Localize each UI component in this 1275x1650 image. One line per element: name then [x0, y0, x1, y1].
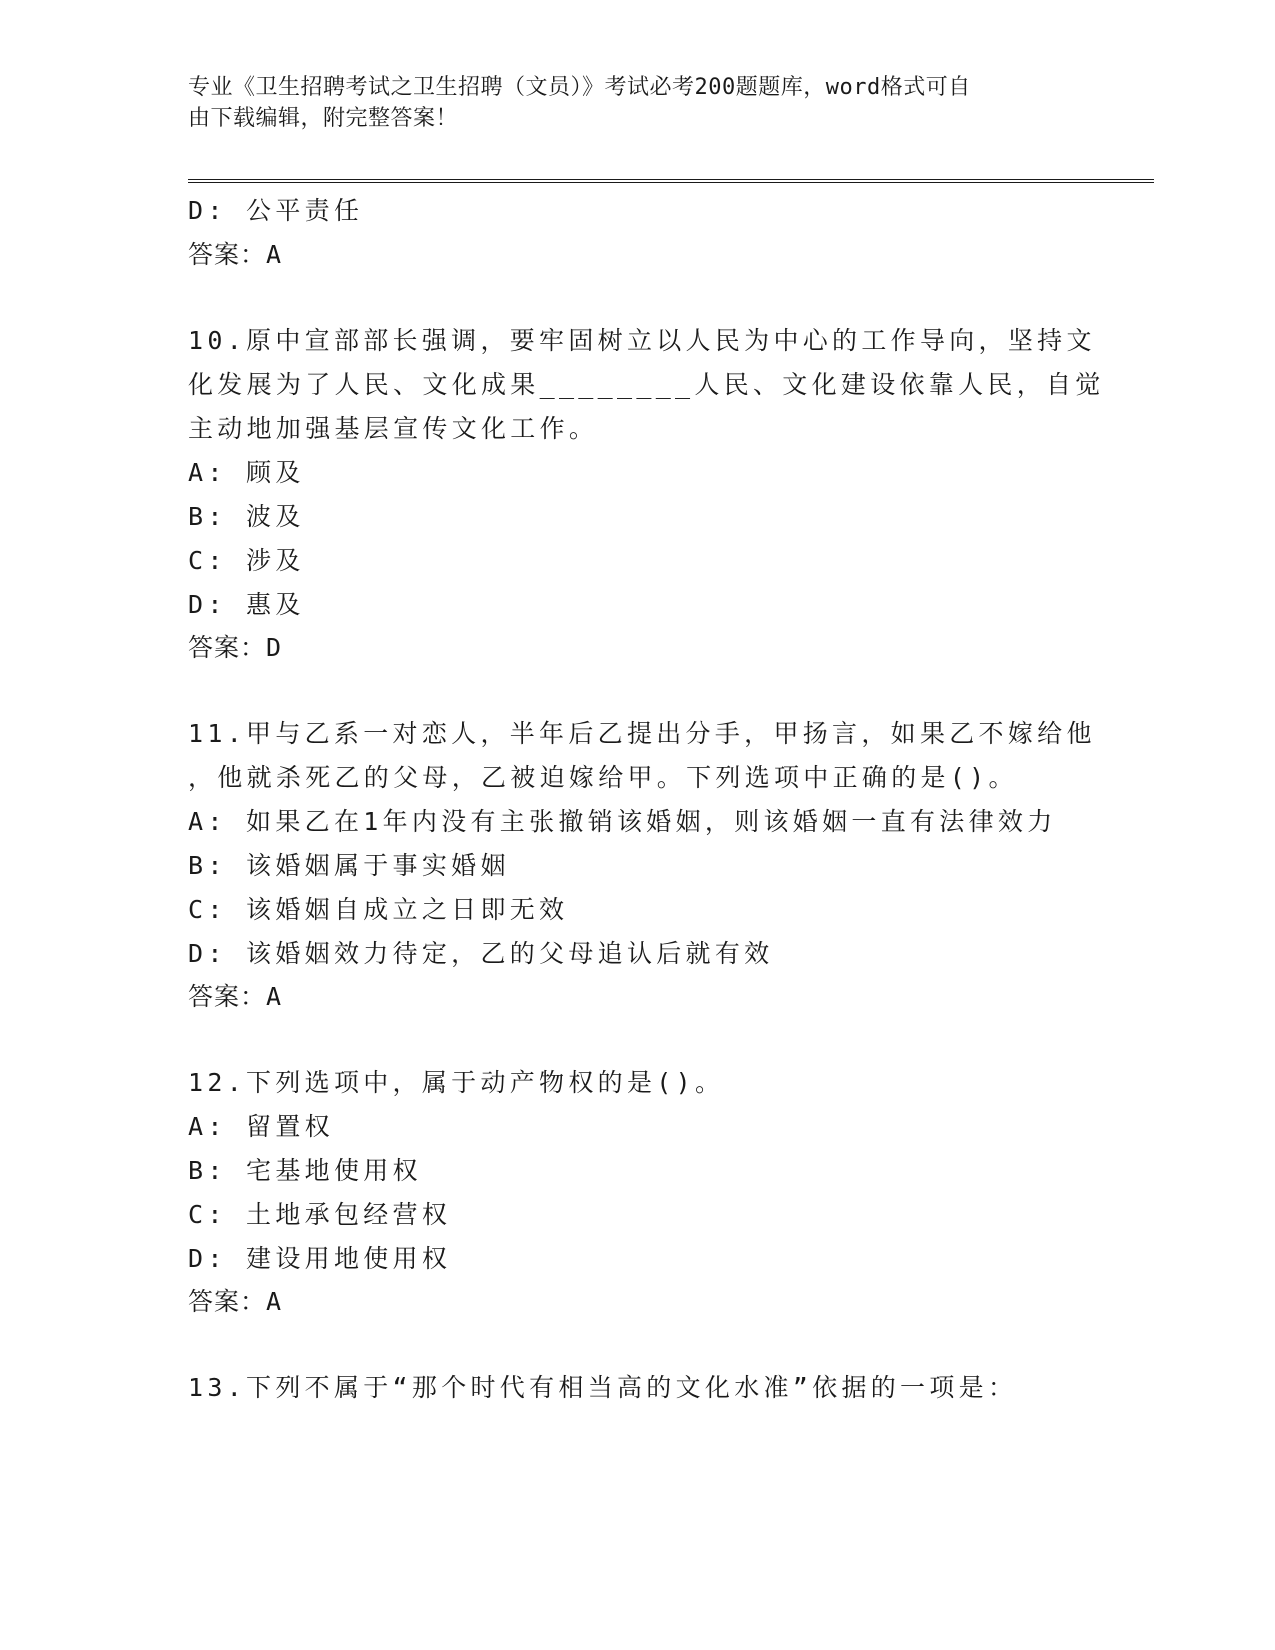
- q12-answer: 答案：A: [188, 1287, 283, 1316]
- document-header: [188, 72, 1068, 134]
- q10-stem-line-2: 化发展为了人民、文化成果________人民、文化建设依靠人民，自觉: [188, 370, 1105, 399]
- q11-stem-line-2: ，他就杀死乙的父母，乙被迫嫁给甲。下列选项中正确的是()。: [188, 763, 1018, 792]
- q11-option-c: C: 该婚姻自成立之日即无效: [188, 895, 569, 924]
- q11-option-a: A: 如果乙在1年内没有主张撤销该婚姻，则该婚姻一直有法律效力: [188, 807, 1057, 836]
- header-rule-bottom: [188, 182, 1154, 183]
- q11-answer: 答案：A: [188, 982, 283, 1011]
- q11-stem-line-1: 11.甲与乙系一对恋人，半年后乙提出分手，甲扬言，如果乙不嫁给他: [188, 719, 1096, 748]
- prev-answer: 答案：A: [188, 240, 283, 269]
- prev-option-d: D: 公平责任: [188, 196, 364, 225]
- q10-option-c: C: 涉及: [188, 546, 305, 575]
- q10-option-a: A: 顾及: [188, 458, 305, 487]
- q13-stem-line-1: 13.下列不属于“那个时代有相当高的文化水准”依据的一项是：: [188, 1373, 1018, 1402]
- q12-stem-line-1: 12.下列选项中，属于动产物权的是()。: [188, 1068, 725, 1097]
- header-line-1: 专业《卫生招聘考试之卫生招聘（文员）》考试必考200题题库，word格式可自: [188, 75, 971, 100]
- header-line-2: 由下载编辑，附完整答案！: [188, 106, 459, 131]
- q12-option-b: B: 宅基地使用权: [188, 1156, 422, 1185]
- q12-option-c: C: 土地承包经营权: [188, 1200, 452, 1229]
- q10-stem-line-3: 主动地加强基层宣传文化工作。: [188, 414, 599, 443]
- q10-option-d: D: 惠及: [188, 590, 305, 619]
- header-rule-top: [188, 179, 1154, 180]
- q12-option-a: A: 留置权: [188, 1112, 334, 1141]
- q11-option-b: B: 该婚姻属于事实婚姻: [188, 851, 510, 880]
- q10-stem-line-1: 10.原中宣部部长强调，要牢固树立以人民为中心的工作导向，坚持文: [188, 326, 1096, 355]
- q10-answer: 答案：D: [188, 633, 283, 662]
- q11-option-d: D: 该婚姻效力待定，乙的父母追认后就有效: [188, 939, 774, 968]
- q12-option-d: D: 建设用地使用权: [188, 1244, 452, 1273]
- q10-option-b: B: 波及: [188, 502, 305, 531]
